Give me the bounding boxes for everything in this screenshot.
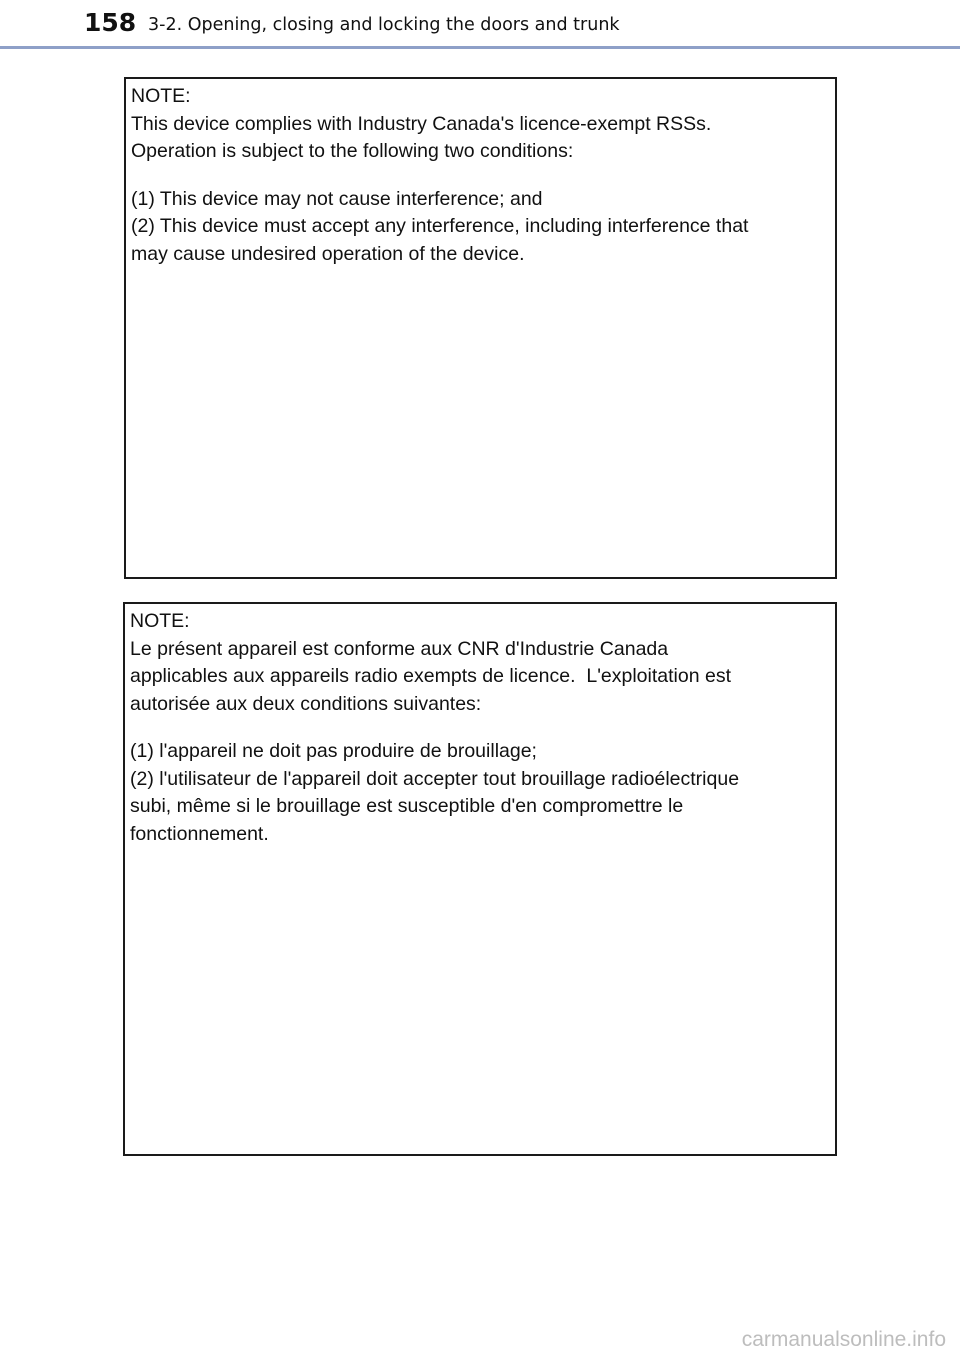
condition-line: (1) l'appareil ne doit pas produire de brouillage;: [130, 740, 537, 762]
condition-line: (2) l'utilisateur de l'appareil doit accepter tout brouillage radioélectrique: [130, 767, 740, 790]
header-rule: [0, 46, 960, 49]
notice-box-french: [123, 602, 837, 1156]
page-header: [0, 0, 960, 52]
paragraph-gap: [131, 166, 835, 186]
condition-line: (2) This device must accept any interference, including interference that: [131, 215, 749, 237]
condition-line: fonctionnement.: [130, 822, 269, 845]
section-title: 3-2. Opening, closing and locking the doors and trunk: [148, 15, 620, 35]
condition-line: may cause undesired operation of the device.: [131, 242, 525, 265]
notice-box-english: [124, 77, 837, 579]
watermark: carmanualsonline.info: [741, 1328, 946, 1351]
notice-line: This device complies with Industry Canada's licence-exempt RSSs.: [131, 112, 712, 135]
notice-heading: NOTE:: [131, 85, 191, 107]
condition-line: subi, même si le brouillage est susceptible d'en compromettre le: [130, 795, 684, 817]
condition-line: (1) This device may not cause interference; and: [131, 187, 543, 210]
notice-heading: NOTE:: [130, 610, 190, 632]
notice-line: applicables aux appareils radio exempts de licence. L'exploitation est: [130, 665, 731, 687]
notice-line: Le présent appareil est conforme aux CNR d'Industrie Canada: [130, 637, 669, 660]
page-number: 158: [84, 8, 137, 37]
paragraph-gap: [130, 718, 835, 738]
notice-line: autorisée aux deux conditions suivantes:: [130, 692, 482, 715]
notice-line: Operation is subject to the following two conditions:: [131, 140, 574, 162]
